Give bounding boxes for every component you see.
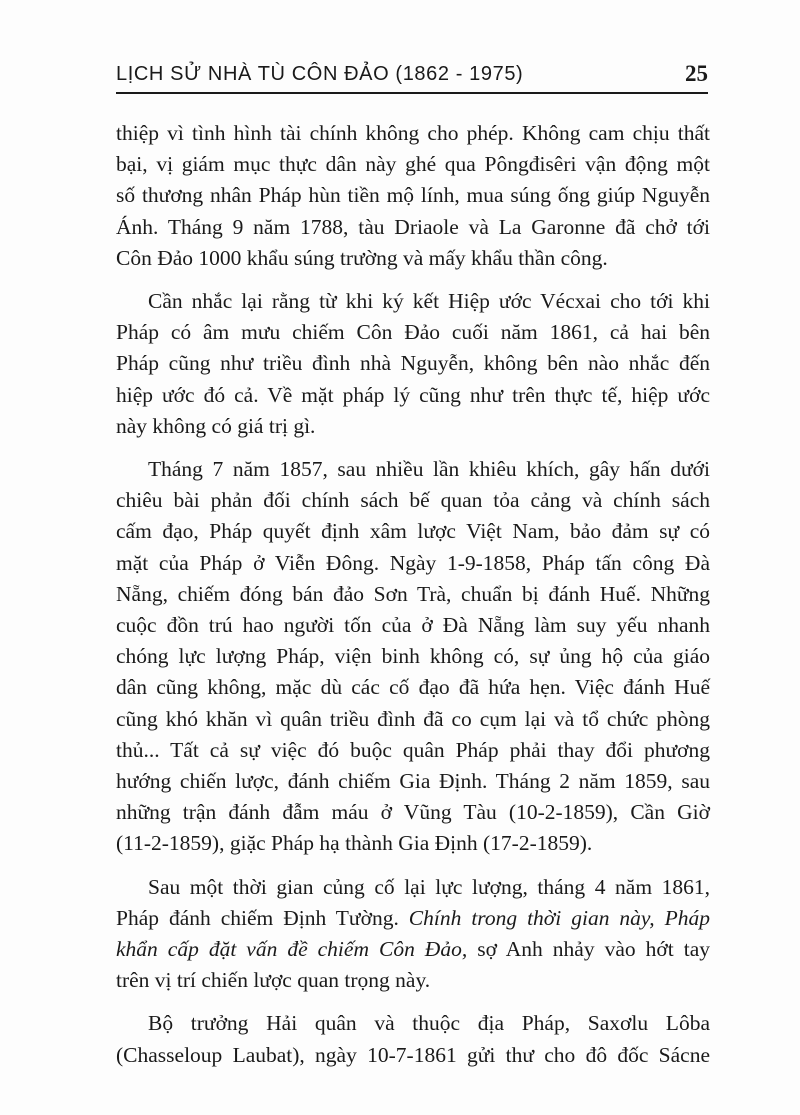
paragraph-3 — [116, 454, 710, 860]
text-line: cũng khó khăn vì quân triều đình đã co cụm lại và tổ chức phòng — [116, 706, 710, 731]
text-run: sợ Anh nhảy vào hớt tay — [467, 937, 710, 962]
italic-emphasis: Chính trong thời gian này, Pháp — [408, 905, 710, 930]
text-line: Pháp cũng như triều đình nhà Nguyễn, không bên nào nhắc đến — [116, 351, 710, 376]
paragraph-5 — [116, 1008, 710, 1070]
text-line: dân cũng không, mặc dù các cố đạo đã hứa hẹn. Việc đánh Huế — [116, 675, 710, 700]
text-line: hiệp ước đó cả. Về mặt pháp lý cũng như trên thực tế, hiệp ước — [116, 382, 710, 407]
running-header — [116, 56, 708, 94]
text-line: (Chasseloup Laubat), ngày 10-7-1861 gửi thư cho đô đốc Sácne — [116, 1042, 710, 1067]
text-line: Nẵng, chiếm đóng bán đảo Sơn Trà, chuẩn bị đánh Huế. Những — [116, 581, 710, 606]
text-line: Bộ trưởng Hải quân và thuộc địa Pháp, Saxơlu Lôba — [148, 1011, 710, 1036]
text-line — [116, 903, 710, 934]
italic-emphasis: khẩn cấp đặt vấn đề chiếm Côn Đảo, — [116, 937, 468, 962]
paragraph-2 — [116, 286, 710, 442]
text-line: cấm đạo, Pháp quyết định xâm lược Việt Nam, bảo đảm sự có — [116, 519, 710, 544]
text-line: Côn Đảo 1000 khẩu súng trường và mấy khẩu thần công. — [116, 245, 608, 270]
text-line: chiêu bài phản đối chính sách bế quan tỏa cảng và chính sách — [116, 488, 710, 513]
paragraph-1 — [116, 118, 710, 274]
running-title: LỊCH SỬ NHÀ TÙ CÔN ĐẢO (1862 - 1975) — [116, 63, 524, 85]
paragraph-4 — [116, 872, 710, 997]
text-line: Sau một thời gian củng cố lại lực lượng, tháng 4 năm 1861, — [148, 874, 710, 899]
text-line: bại, vị giám mục thực dân này ghé qua Pôngđisêri vận động một — [116, 152, 710, 177]
text-line: trên vị trí chiến lược quan trọng này. — [116, 968, 431, 993]
text-line — [116, 934, 710, 965]
text-line: chóng lực lượng Pháp, viện binh không có, sự ủng hộ của giáo — [116, 644, 710, 669]
text-line: Tháng 7 năm 1857, sau nhiều lần khiêu khích, gây hấn dưới — [148, 457, 710, 482]
page-number: 25 — [685, 61, 708, 86]
body-text — [116, 118, 710, 1071]
text-line: thiệp vì tình hình tài chính không cho phép. Không cam chịu thất — [116, 121, 710, 145]
text-line: Pháp có âm mưu chiếm Côn Đảo cuối năm 1861, cả hai bên — [116, 320, 710, 345]
text-line: thủ... Tất cả sự việc đó buộc quân Pháp phải thay đổi phương — [116, 737, 710, 762]
text-line: này không có giá trị gì. — [116, 413, 316, 438]
text-line: Cần nhắc lại rằng từ khi ký kết Hiệp ước Vécxai cho tới khi — [148, 289, 710, 314]
text-line: (11-2-1859), giặc Pháp hạ thành Gia Định (17-2-1859). — [116, 831, 593, 856]
text-line: mặt của Pháp ở Viễn Đông. Ngày 1-9-1858, Pháp tấn công Đà — [116, 550, 710, 575]
text-line: hướng chiến lược, đánh chiếm Gia Định. Tháng 2 năm 1859, sau — [116, 769, 710, 794]
text-line: số thương nhân Pháp hùn tiền mộ lính, mua súng ống giúp Nguyễn — [116, 183, 710, 208]
text-run: Pháp đánh chiếm Định Tường. — [116, 905, 409, 930]
text-line: Ánh. Tháng 9 năm 1788, tàu Driaole và La Garonne đã chở tới — [116, 214, 710, 239]
text-line: cuộc đồn trú hao người tốn của ở Đà Nẵng làm suy yếu nhanh — [116, 613, 710, 638]
text-line: những trận đánh đẫm máu ở Vũng Tàu (10-2-1859), Cần Giờ — [116, 800, 710, 825]
